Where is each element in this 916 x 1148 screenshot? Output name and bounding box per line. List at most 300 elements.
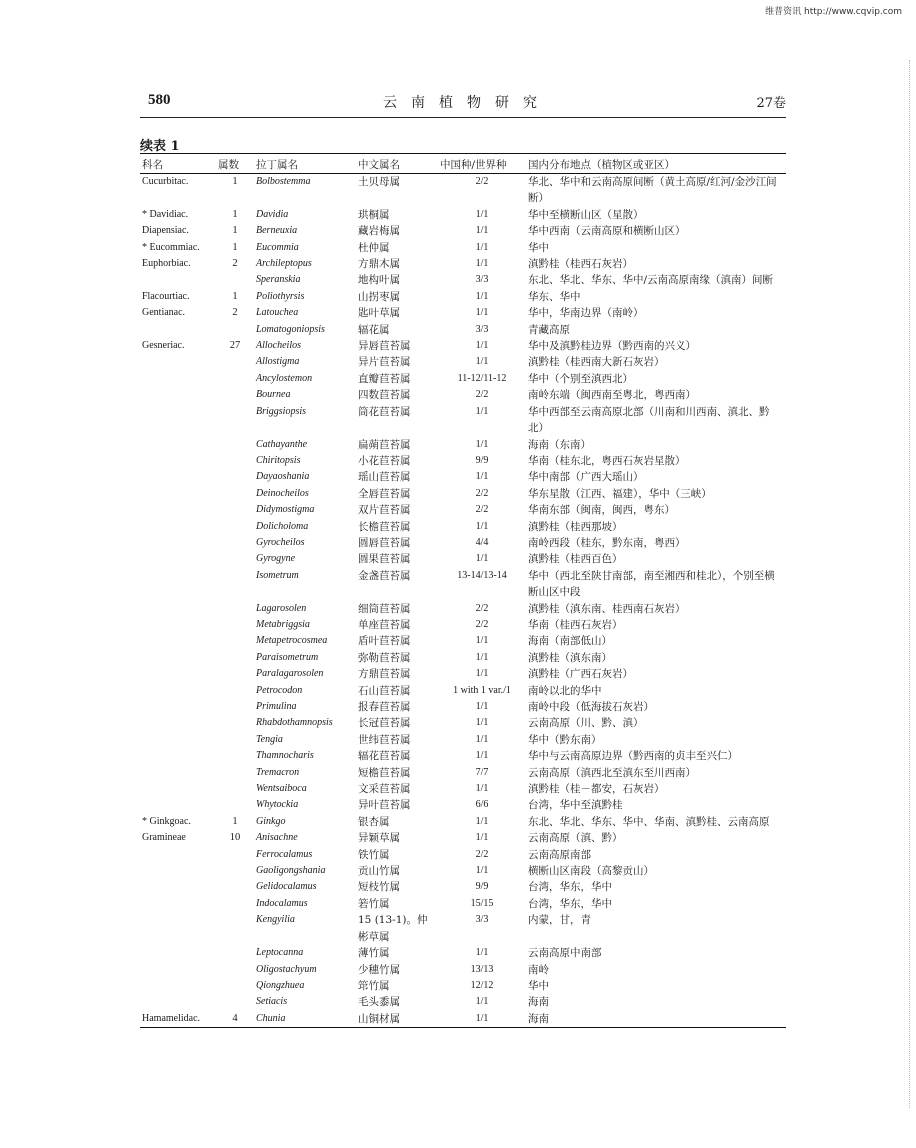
table-header-row — [140, 154, 786, 174]
cell-species: 6/6 — [475, 799, 489, 811]
cell-count — [216, 371, 254, 387]
table-row — [140, 797, 786, 813]
table-caption: 续表 1 — [140, 139, 180, 154]
page-edge — [909, 60, 910, 1108]
cell-species: 2/2 — [475, 848, 489, 860]
cell-family: * Eucommiac. — [142, 241, 200, 253]
table-row — [140, 814, 786, 830]
cell-dist: 海南（南部低山） — [528, 635, 612, 648]
cell-latin: Leptocanna — [256, 947, 304, 959]
cell-cn: 世纬苣苔属 — [358, 733, 411, 746]
cell-species: 3/3 — [475, 323, 489, 335]
cell-latin: Gyrocheilos — [256, 536, 305, 548]
cell-family — [140, 601, 216, 617]
cell-count — [216, 994, 254, 1010]
cell-dist: 南岭中段（低海拔石灰岩） — [528, 701, 654, 713]
cell-cn: 异唇苣苔属 — [358, 340, 411, 353]
cell-cn: 直瓣苣苔属 — [358, 372, 411, 385]
cell-dist: 东北、华北、华东、华中/云南高原南缘（滇南）间断 — [528, 274, 774, 287]
cell-latin: Metabriggsia — [256, 618, 310, 630]
cell-cn: 短檐苣苔属 — [358, 766, 411, 779]
cell-dist: 华中 — [528, 979, 549, 992]
cell-species: 1/1 — [475, 717, 489, 729]
cell-count — [216, 601, 254, 617]
cell-dist: 南岭西段（桂东，黔东南，粤西） — [528, 536, 686, 549]
table-row — [140, 371, 786, 387]
cell-family — [140, 486, 216, 502]
table-row — [140, 568, 786, 601]
cell-species: 13/13 — [470, 963, 494, 975]
cell-count — [216, 945, 254, 961]
cell-species: 2/2 — [475, 602, 489, 614]
cell-dist: 华东星散（江西、福建），华中（三峡） — [528, 487, 712, 500]
cell-cn: 少穗竹属 — [358, 963, 400, 976]
table-row — [140, 699, 786, 715]
page-header — [148, 92, 786, 114]
cell-count — [216, 699, 254, 715]
cell-family — [140, 371, 216, 387]
cell-latin: Tengia — [256, 733, 283, 745]
cell-family — [140, 748, 216, 764]
cell-dist: 华北、华中和云南高原间断（黄土高原/红河/金沙江间断） — [528, 176, 777, 205]
cell-family — [140, 912, 216, 945]
cell-count — [216, 896, 254, 912]
cell-latin: Indocalamus — [256, 897, 308, 909]
cell-dist: 滇黔桂（滇东南） — [528, 651, 612, 664]
cell-latin: Tremacron — [256, 766, 300, 778]
cell-count — [216, 387, 254, 403]
cell-family — [140, 437, 216, 453]
cell-dist: 华中西南（云南高原和横断山区） — [528, 225, 686, 238]
table-row — [140, 272, 786, 288]
cell-family — [140, 732, 216, 748]
cell-family — [140, 797, 216, 813]
cell-species: 2/2 — [475, 176, 489, 187]
cell-cn: 薄竹属 — [358, 947, 390, 960]
cell-cn: 匙叶草属 — [358, 307, 400, 320]
cell-latin: Lomatogoniopsis — [256, 323, 325, 335]
cell-species: 1/1 — [475, 307, 489, 319]
cell-species: 1/1 — [475, 651, 489, 663]
cell-species: 1/1 — [475, 701, 489, 712]
cell-family — [140, 568, 216, 601]
cell-dist: 华中与云南高原边界（黔西南的贞丰至兴仁） — [528, 750, 738, 763]
cell-dist: 华中及滇黔桂边界（黔西南的兴义） — [528, 340, 696, 353]
cell-species: 9/9 — [475, 881, 489, 893]
cell-cn: 方鼎苣苔属 — [358, 668, 411, 681]
cell-species: 1/1 — [475, 668, 489, 680]
cell-latin: Qiongzhuea — [256, 979, 305, 991]
cell-count — [216, 404, 254, 437]
cell-cn: 辐花属 — [358, 323, 390, 336]
table-row — [140, 912, 786, 945]
cell-cn: 异片苣苔属 — [358, 356, 411, 369]
cell-latin: Archileptopus — [256, 258, 312, 270]
cell-latin: Oligostachyum — [256, 963, 317, 975]
cell-species: 1/1 — [475, 438, 489, 450]
cell-dist: 华中（黔东南） — [528, 733, 602, 746]
cell-count — [216, 486, 254, 502]
cell-count — [216, 535, 254, 551]
cell-cn: 辐花苣苔属 — [358, 750, 411, 763]
cell-family — [140, 994, 216, 1010]
cell-dist: 海南 — [528, 996, 549, 1009]
cell-species: 1/1 — [475, 405, 489, 417]
page-number: 580 — [148, 92, 171, 108]
table-row — [140, 387, 786, 403]
cell-dist: 滇黔桂（桂西南大新石灰岩） — [528, 356, 665, 369]
cell-family — [140, 896, 216, 912]
cell-latin: Allocheilos — [256, 340, 301, 352]
cell-count — [216, 666, 254, 682]
cell-dist: 台湾，华东，华中 — [528, 881, 612, 894]
column-header-latin: 拉丁属名 — [254, 154, 356, 174]
cell-latin: Wentsaiboca — [256, 783, 307, 795]
cell-species: 2/2 — [475, 487, 489, 499]
table-row — [140, 240, 786, 256]
cell-dist: 滇黔桂（桂西那坡） — [528, 520, 623, 533]
cell-cn: 毛头黍属 — [358, 996, 400, 1009]
cell-count — [216, 453, 254, 469]
cell-cn: 盾叶苣苔属 — [358, 635, 411, 648]
table-row — [140, 535, 786, 551]
cell-latin: Ferrocalamus — [256, 848, 313, 860]
cell-dist: 华中（西北至陕甘南部，南至湘西和桂北），个别至横断山区中段 — [528, 569, 775, 599]
cell-latin: Ginkgo — [256, 815, 286, 827]
cell-species: 4/4 — [475, 536, 489, 548]
table-row — [140, 962, 786, 978]
cell-family — [140, 962, 216, 978]
cell-family: * Ginkgoac. — [142, 815, 191, 827]
cell-dist: 滇黔桂（桂西石灰岩） — [528, 258, 633, 271]
cell-species: 13-14/13-14 — [457, 569, 507, 581]
cell-latin: Allostigma — [256, 356, 300, 368]
cell-species: 1/1 — [475, 225, 489, 237]
cell-latin: Chiritopsis — [256, 454, 301, 466]
table-container — [140, 153, 786, 1028]
cell-family — [140, 666, 216, 682]
volume-label: 27卷 — [756, 96, 786, 111]
cell-dist: 云南高原（滇西北至滇东至川西南） — [528, 766, 696, 779]
cell-count — [216, 568, 254, 601]
cell-species: 2/2 — [475, 504, 489, 516]
table-row — [140, 502, 786, 518]
cell-dist: 青藏高原 — [528, 323, 570, 336]
cell-cn: 报春苣苔属 — [358, 701, 411, 713]
cell-latin: Ancylostemon — [256, 372, 313, 384]
table-row — [140, 863, 786, 879]
cell-cn: 石山苣苔属 — [358, 684, 411, 697]
cell-species: 9/9 — [475, 454, 489, 466]
cell-dist: 南岭东端（闽西南至粤北，粤西南） — [528, 389, 696, 402]
cell-count: 27 — [229, 340, 241, 352]
cell-dist: 滇黔桂（桂－都安，石灰岩） — [528, 783, 665, 796]
cell-count: 1 — [232, 290, 238, 302]
table-row — [140, 404, 786, 437]
cell-dist: 华南（桂西石灰岩） — [528, 618, 623, 631]
cell-family — [140, 847, 216, 863]
table-row — [140, 551, 786, 567]
cell-latin: Dolicholoma — [256, 520, 309, 532]
cell-count: 4 — [216, 1011, 254, 1028]
cell-count: 2 — [232, 258, 238, 270]
cell-latin: Bolbostemma — [256, 176, 311, 187]
cell-dist: 云南高原（滇、黔） — [528, 832, 623, 845]
cell-cn: 藏岩梅属 — [358, 225, 400, 238]
cell-dist: 南岭以北的华中 — [528, 684, 602, 697]
cell-count — [216, 322, 254, 338]
table-row — [140, 978, 786, 994]
cell-family: Cucurbitac. — [142, 176, 189, 187]
cell-count: 1 — [232, 241, 238, 253]
cell-latin: Berneuxia — [256, 225, 298, 237]
genera-table — [140, 153, 786, 1028]
cell-count — [216, 732, 254, 748]
cell-count: 1 — [232, 208, 238, 220]
cell-species: 1/1 — [475, 290, 489, 302]
cell-cn: 杜仲属 — [358, 241, 390, 254]
cell-count — [216, 962, 254, 978]
cell-count: 1 — [232, 225, 238, 237]
cell-count — [216, 469, 254, 485]
column-header-species: 中国种/世界种 — [438, 154, 526, 174]
cell-species: 1/1 — [475, 865, 489, 877]
cell-family — [140, 272, 216, 288]
cell-family — [140, 535, 216, 551]
table-row — [140, 830, 786, 846]
cell-dist: 滇黔桂（广西石灰岩） — [528, 668, 633, 681]
table-row — [140, 633, 786, 649]
cell-cn: 土贝母属 — [358, 176, 400, 188]
cell-latin: Isometrum — [256, 569, 299, 581]
cell-cn: 金盏苣苔属 — [358, 569, 411, 582]
cell-family — [140, 978, 216, 994]
table-row — [140, 223, 786, 239]
journal-title: 云南植物研究 — [383, 95, 551, 111]
cell-count — [216, 781, 254, 797]
cell-count: 10 — [229, 832, 241, 844]
cell-latin: Anisachne — [256, 832, 298, 844]
cell-species: 1/1 — [475, 783, 489, 795]
cell-dist: 华中（个别至滇西北） — [528, 372, 633, 385]
cell-latin: Poliothyrsis — [256, 290, 305, 302]
cell-species: 1/1 — [475, 750, 489, 762]
cell-family: * Davidiac. — [142, 208, 189, 220]
cell-dist: 海南（东南） — [528, 438, 591, 451]
cell-cn: 地构叶属 — [358, 274, 400, 287]
table-row — [140, 617, 786, 633]
cell-species: 1/1 — [475, 241, 489, 253]
cell-cn: 长冠苣苔属 — [358, 717, 411, 730]
cell-dist: 南岭 — [528, 963, 549, 976]
cell-latin: Paralagarosolen — [256, 668, 324, 680]
cell-species: 1/1 — [475, 733, 489, 745]
cell-species: 3/3 — [475, 914, 489, 926]
cell-latin: Eucommia — [256, 241, 299, 253]
cell-dist: 华南（桂东北，粤西石灰岩星散） — [528, 454, 686, 467]
cell-family: Gesneriac. — [142, 340, 185, 352]
cell-family — [140, 617, 216, 633]
table-row — [140, 469, 786, 485]
table-row — [140, 879, 786, 895]
table-row — [140, 322, 786, 338]
cell-family — [140, 715, 216, 731]
cell-family: Gentianac. — [142, 307, 186, 319]
cell-dist: 横断山区南段（高黎贡山） — [528, 865, 654, 878]
cell-family — [140, 945, 216, 961]
cell-dist: 台湾，华中至滇黔桂 — [528, 799, 623, 812]
cell-dist: 华中西部至云南高原北部（川南和川西南、滇北、黔北） — [528, 405, 770, 435]
table-row — [140, 650, 786, 666]
cell-species: 11-12/11-12 — [457, 372, 507, 384]
cell-species: 1/1 — [475, 258, 489, 270]
cell-dist: 台湾，华东，华中 — [528, 897, 612, 910]
cell-species: 15/15 — [470, 897, 494, 909]
column-header-family: 科名 — [140, 154, 216, 174]
cell-family — [140, 633, 216, 649]
cell-count — [216, 847, 254, 863]
cell-family: Diapensiac. — [142, 225, 189, 237]
cell-species: 1/1 — [475, 832, 489, 844]
cell-family — [140, 453, 216, 469]
cell-dist: 云南高原南部 — [528, 848, 591, 861]
cell-count — [216, 502, 254, 518]
cell-family — [140, 551, 216, 567]
cell-dist: 滇黔桂（滇东南、桂西南石灰岩） — [528, 602, 686, 615]
cell-latin: Didymostigma — [256, 504, 315, 516]
table-row — [140, 354, 786, 370]
cell-species: 2/2 — [475, 618, 489, 630]
cell-species: 7/7 — [475, 766, 489, 778]
cell-family — [140, 354, 216, 370]
cell-cn: 筇竹属 — [358, 979, 390, 992]
cell-family: Flacourtiac. — [142, 290, 190, 302]
table-row — [140, 338, 786, 354]
cell-family — [140, 863, 216, 879]
cell-count — [216, 715, 254, 731]
cell-cn: 山拐枣属 — [358, 290, 400, 303]
cell-latin: Paraisometrum — [256, 651, 319, 663]
table-row — [140, 896, 786, 912]
cell-cn: 瑶山苣苔属 — [358, 471, 411, 484]
cell-dist: 云南高原中南部 — [528, 947, 602, 960]
cell-count — [216, 519, 254, 535]
cell-count — [216, 683, 254, 699]
table-row — [140, 289, 786, 305]
cell-latin: Kengyilia — [256, 914, 295, 926]
cell-latin: Speranskia — [256, 274, 301, 286]
cell-family — [140, 469, 216, 485]
cell-dist: 华中 — [528, 241, 549, 254]
cell-family — [140, 879, 216, 895]
cell-dist: 海南 — [526, 1011, 786, 1028]
table-body — [140, 174, 786, 1028]
cell-family — [140, 650, 216, 666]
column-header-chinese: 中文属名 — [356, 154, 438, 174]
cell-cn: 珙桐属 — [358, 208, 390, 221]
cell-species: 1 with 1 var./1 — [453, 684, 511, 696]
cell-species: 1/1 — [475, 356, 489, 368]
cell-cn: 15 (13-1)。仲彬草属 — [358, 914, 428, 943]
cell-count — [216, 765, 254, 781]
cell-count — [216, 551, 254, 567]
cell-dist: 华中南部（广西大瑶山） — [528, 471, 644, 484]
cell-cn: 山铜材属 — [356, 1011, 438, 1028]
cell-family — [140, 683, 216, 699]
cell-latin: Latouchea — [256, 307, 299, 319]
cell-species: 1/1 — [475, 996, 489, 1008]
cell-species: 12/12 — [470, 979, 494, 991]
cell-count — [216, 978, 254, 994]
cell-family — [140, 387, 216, 403]
cell-species: 1/1 — [475, 947, 489, 959]
table-row — [140, 519, 786, 535]
cell-cn: 异叶苣苔属 — [358, 799, 411, 812]
cell-family — [140, 322, 216, 338]
cell-cn: 异颖草属 — [358, 832, 400, 845]
table-row — [140, 847, 786, 863]
table-row — [140, 666, 786, 682]
cell-species: 1/1 — [475, 340, 489, 352]
cell-latin: Gyrogyne — [256, 553, 296, 565]
table-row — [140, 781, 786, 797]
cell-latin: Gaoligongshania — [256, 865, 326, 877]
cell-count: 1 — [232, 815, 238, 827]
cell-cn: 小花苣苔属 — [358, 454, 411, 467]
cell-dist: 华中至横断山区（星散） — [528, 208, 644, 221]
cell-latin: Petrocodon — [256, 684, 303, 696]
cell-species: 2/2 — [475, 389, 489, 401]
cell-latin: Deinocheilos — [256, 487, 309, 499]
cell-family: Hamamelidac. — [140, 1011, 216, 1028]
cell-latin: Rhabdothamnopsis — [256, 717, 333, 729]
cell-cn: 弥勒苣苔属 — [358, 651, 411, 664]
table-row — [140, 174, 786, 207]
table-row — [140, 601, 786, 617]
cell-dist: 华东、华中 — [528, 290, 581, 303]
cell-cn: 箬竹属 — [358, 897, 390, 910]
table-row — [140, 486, 786, 502]
cell-cn: 方鼎木属 — [358, 258, 400, 271]
cell-cn: 筒花苣苔属 — [358, 405, 411, 418]
cell-cn: 四数苣苔属 — [358, 389, 411, 402]
cell-cn: 短枝竹属 — [358, 881, 400, 894]
cell-count — [216, 748, 254, 764]
cell-family — [140, 502, 216, 518]
cell-family — [140, 519, 216, 535]
cell-species: 1/1 — [475, 553, 489, 565]
cell-dist: 滇黔桂（桂西百色） — [528, 553, 623, 566]
cell-cn: 贡山竹属 — [358, 865, 400, 878]
table-row — [140, 437, 786, 453]
cell-latin: Gelidocalamus — [256, 881, 317, 893]
cell-cn: 铁竹属 — [358, 848, 390, 861]
cell-count — [216, 863, 254, 879]
cell-cn: 银杏属 — [358, 815, 390, 828]
cell-count — [216, 354, 254, 370]
cell-dist: 内蒙，甘，青 — [528, 914, 591, 927]
cell-count: 2 — [232, 307, 238, 319]
table-row — [140, 683, 786, 699]
cell-species: 3/3 — [475, 274, 489, 286]
cell-count — [216, 650, 254, 666]
header-rule — [140, 117, 786, 118]
cell-latin: Cathayanthe — [256, 438, 308, 450]
cell-family: Euphorbiac. — [142, 258, 191, 270]
cell-count — [216, 879, 254, 895]
table-row — [140, 453, 786, 469]
cell-cn: 全唇苣苔属 — [358, 487, 411, 500]
